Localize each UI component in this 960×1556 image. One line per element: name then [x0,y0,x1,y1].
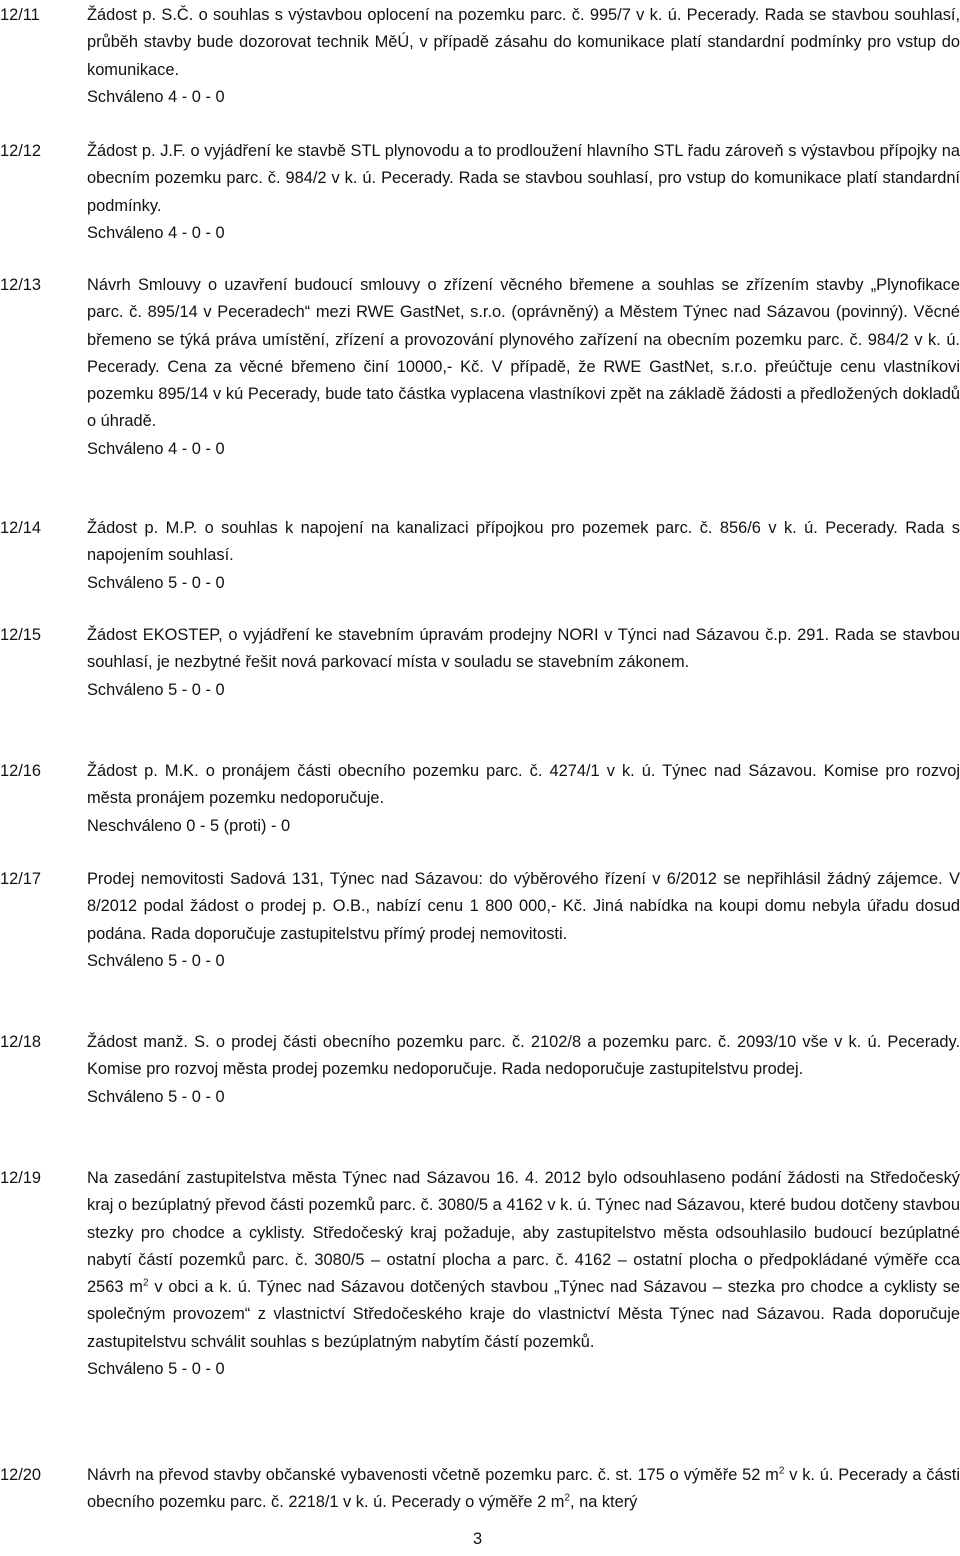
resolution-text-part: , na který [569,1493,638,1512]
vote-result: Schváleno 5 - 0 - 0 [87,680,225,699]
resolution-number: 12/12 [0,142,42,160]
superscript: 2 [564,1492,570,1504]
resolution-number: 12/15 [0,626,42,644]
vote-result: Schváleno 4 - 0 - 0 [87,87,225,106]
resolution-text: Žádost p. J.F. o vyjádření ke stavbě STL plynovodu a to prodloužení hlavního STL řadu zároveň s výstavbou přípojky na obecním pozemku parc. č. 984/2 v k. ú. Pecerady. Rada se stavbou souhlasí, pro vstup do komunikace platí standardní podmínky. [87,142,960,215]
superscript: 2 [778,1465,785,1477]
resolution-body [87,622,960,704]
resolution-body [87,1029,960,1111]
resolution-number: 12/11 [0,6,40,24]
resolution-text-part: Na zasedání zastupitelstva města Týnec nad Sázavou 16. 4. 2012 bylo odsouhlaseno podání žádosti na Středočeský kraj o bezúplatný převod části pozemků parc. č. 3080/5 a 4162 v k. ú. Týnec nad Sázavou, které budou dotčeny stavbou stezky pro chodce a cyklisty. Středočeský kraj požaduje, aby zastupitelstvo města odsouhlasilo budoucí bezúplatné nabytí částí pozemků parc. č. 3080/5 – ostatní plocha a parc. č. 4162 – ostatní plocha o předpokládané výměře cca 2563 m [87,1169,960,1297]
resolution-text: Návrh Smlouvy o uzavření budoucí smlouvy o zřízení věcného břemene a souhlas se zřízením stavby „Plynofikace parc. č. 895/14 v Peceradech“ mezi RWE GastNet, s.r.o. (oprávněný) a Městem Týnec nad Sázavou (povinný). Věcné břemeno se týká práva umístění, zřízení a provozování plynového zařízení na obecním pozemku parc. č. 984/2 v k. ú. Pecerady. Cena za věcné břemeno činí 10000,- Kč. V případě, že RWE GastNet, s.r.o. přeúčtuje cenu vlastníkovi pozemku 895/14 v kú Pecerady, bude tato částka vyplacena vlastníkovi zpět na základě žádosti a předložených dokladů o úhradě. [87,276,960,431]
resolution-text: Žádost manž. S. o prodej části obecního pozemku parc. č. 2102/8 a pozemku parc. č. 2093/10 vše v k. ú. Pecerady. Komise pro rozvoj města prodej pozemku nedoporučuje. Rada nedoporučuje zastupitelstvu prodej. [87,1033,960,1079]
resolution-text: Prodej nemovitosti Sadová 131, Týnec nad Sázavou: do výběrového řízení v 6/2012 se nepřihlásil žádný zájemce. V 8/2012 podal žádost o prodej p. O.B., nabízí cenu 1 800 000,- Kč. Jiná nabídka na koupi domu nebyla úřadu dosud podána. Rada doporučuje zastupitelstvu přímý prodej nemovitosti. [87,870,960,943]
resolution-body [87,272,960,463]
vote-result: Schváleno 4 - 0 - 0 [87,223,225,242]
resolution-number: 12/19 [0,1169,42,1187]
resolution-body [87,1462,960,1517]
resolution-number: 12/20 [0,1466,42,1484]
resolution-body [87,2,960,111]
vote-result: Schváleno 5 - 0 - 0 [87,951,225,970]
vote-result: Schváleno 5 - 0 - 0 [87,1087,225,1106]
resolution-number: 12/18 [0,1033,42,1051]
page-number: 3 [473,1530,483,1548]
resolution-text [87,1462,960,1517]
resolution-number: 12/17 [0,870,42,888]
resolution-text: Žádost p. S.Č. o souhlas s výstavbou oplocení na pozemku parc. č. 995/7 v k. ú. Pecerady. Rada se stavbou souhlasí, průběh stavby bude dozorovat technik MěÚ, v případě zásahu do komunikace platí standardní podmínky pro vstup do komunikace. [87,6,960,79]
resolution-text: Žádost p. M.K. o pronájem části obecního pozemku parc. č. 4274/1 v k. ú. Týnec nad Sázavou. Komise pro rozvoj města pronájem pozemku nedoporučuje. [87,762,960,808]
resolution-body [87,1165,960,1383]
superscript: 2 [142,1277,149,1289]
resolution-number: 12/13 [0,276,42,294]
resolution-text: Žádost p. M.P. o souhlas k napojení na kanalizaci přípojkou pro pozemek parc. č. 856/6 v k. ú. Pecerady. Rada s napojením souhlasí. [87,519,960,565]
vote-result: Schváleno 4 - 0 - 0 [87,439,225,458]
resolution-body [87,515,960,597]
resolution-text [87,1165,960,1356]
resolution-text: Žádost EKOSTEP, o vyjádření ke stavebním úpravám prodejny NORI v Týnci nad Sázavou č.p. 291. Rada se stavbou souhlasí, je nezbytné řešit nová parkovací místa v souladu se stavebním zákonem. [87,626,960,672]
resolution-number: 12/16 [0,762,42,780]
vote-result: Neschváleno 0 - 5 (proti) - 0 [87,816,291,835]
resolution-body [87,138,960,247]
resolution-number: 12/14 [0,519,42,537]
vote-result: Schváleno 5 - 0 - 0 [87,573,225,592]
resolution-body [87,866,960,975]
resolution-body [87,758,960,840]
resolution-text-part: v obci a k. ú. Týnec nad Sázavou dotčených stavbou „Týnec nad Sázavou – stezka pro chodce a cyklisty se společným provozem“ z vlastnictví Středočeského kraje do vlastnictví Města Týnec nad Sázavou. Rada doporučuje zastupitelstvu schválit souhlas s bezúplatným nabytím částí pozemků. [87,1278,960,1351]
resolution-text-part: Návrh na převod stavby občanské vybavenosti včetně pozemku parc. č. st. 175 o výměře 52 m [87,1466,779,1484]
vote-result: Schváleno 5 - 0 - 0 [87,1360,225,1379]
resolution-text-part: v k. ú. Pecerady a části obecního pozemku parc. č. 2218/1 v k. ú. Pecerady o výměře 2 m [87,1466,960,1512]
